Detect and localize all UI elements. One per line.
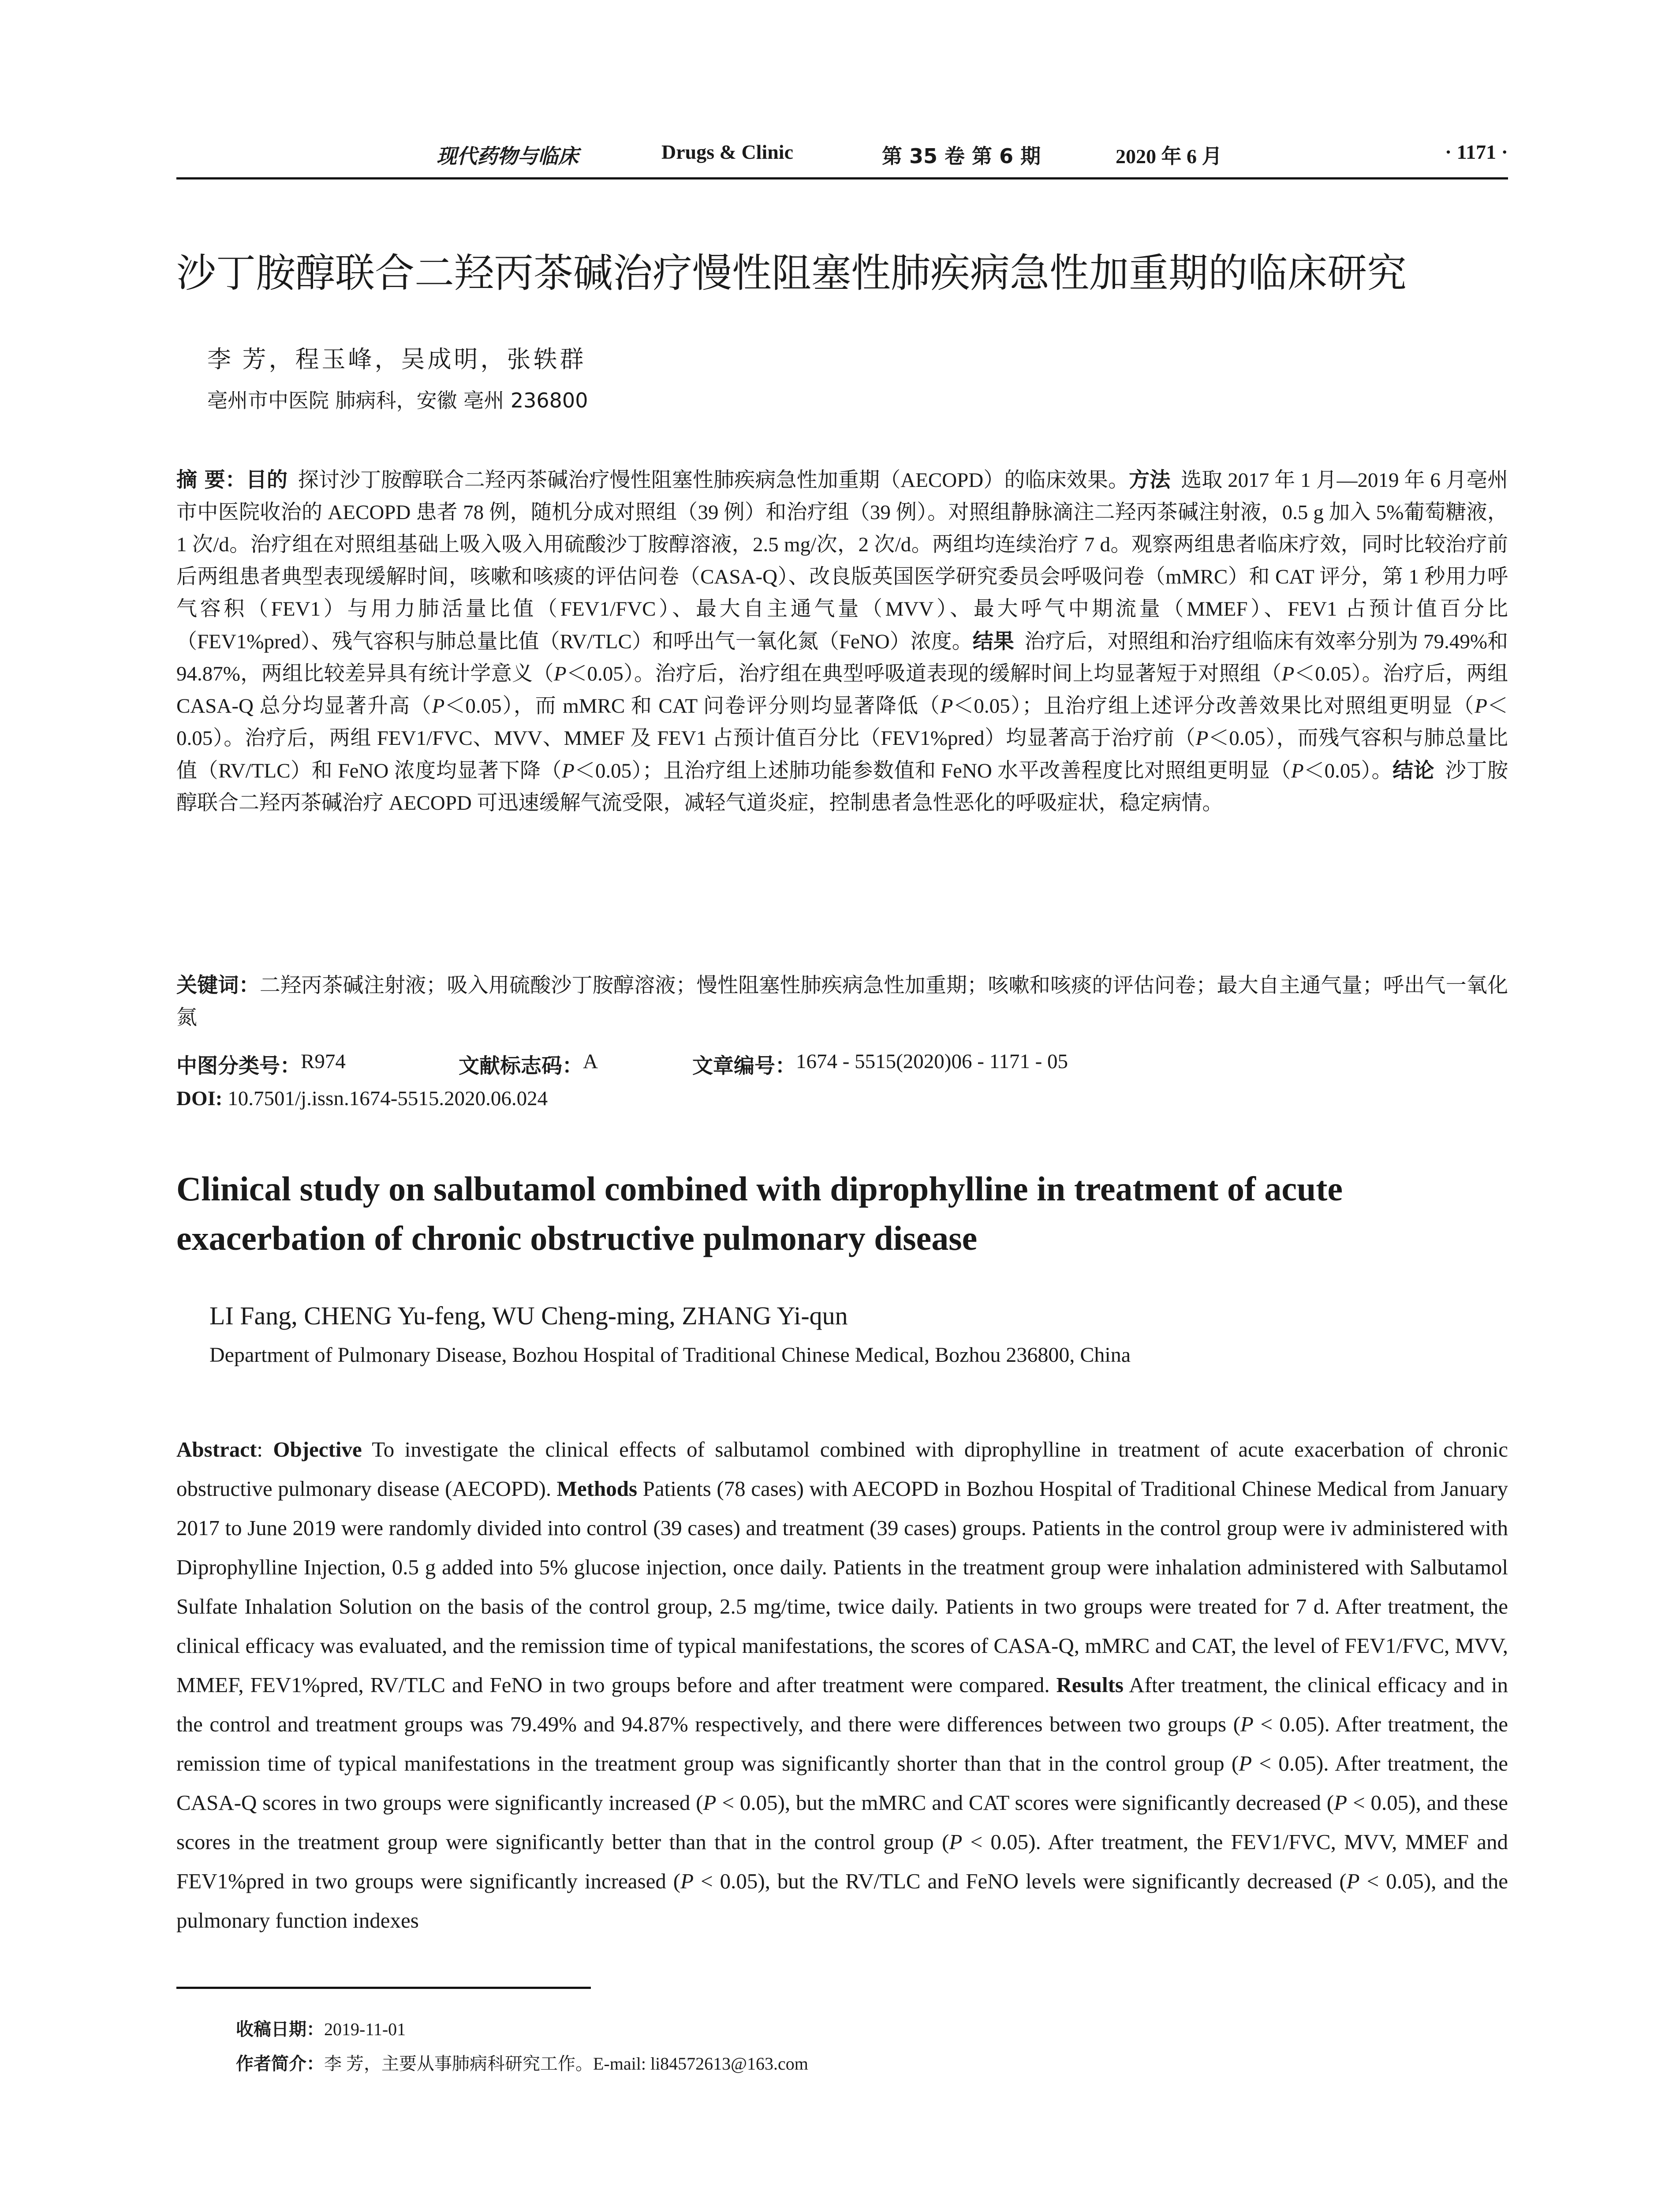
results-text-en: < 0.05), but the RV/TLC and FeNO levels were significantly decreased ( (694, 1869, 1347, 1893)
objective-label-en: Objective (273, 1437, 362, 1461)
p-value: ＜0.05）。 (176, 695, 1508, 750)
p-symbol: P (1239, 1751, 1252, 1775)
keywords-label-cn: 关键词： (176, 973, 260, 998)
results-text-cn: ＜0.05），而残气容积与肺总量比值（RV/TLC）和 FeNO 浓度均显著下降（ (176, 727, 1508, 782)
conclusion-label-cn: 结论 (1393, 759, 1435, 783)
page-number: · 1171 · (1445, 141, 1508, 163)
authors-en: LI Fang, CHENG Yu-feng, WU Cheng-ming, ZHANG Yi-qun (209, 1301, 848, 1330)
footnote-author (236, 2050, 808, 2075)
p-symbol: P (432, 695, 445, 718)
methods-label-cn: 方法 (1129, 468, 1171, 492)
results-text-cn: 治疗后，两组 FEV1/FVC、MVV、MMEF 及 FEV1 占预计值百分比（FEV1%pred）均显著高于治疗前（ (245, 727, 1196, 750)
results-text-en: After treatment, the clinical efficacy and in the control and treatment groups was 79.49% and 94.87% respectively, and there were differences between two groups ( (176, 1673, 1508, 1736)
results-text-cn: ＜0.05）；且治疗组上述评分改善效果比对照组更明显（ (953, 695, 1475, 718)
p-symbol: P (1291, 759, 1304, 782)
abstract-colon: : (257, 1437, 273, 1461)
authors-cn: 李 芳，程玉峰，吴成明，张轶群 (207, 346, 586, 373)
p-symbol: P (949, 1830, 963, 1854)
clc-value: R974 (301, 1050, 346, 1073)
journal-name-en: Drugs & Clinic (661, 141, 793, 163)
title-en: Clinical study on salbutamol combined with diprophylline in treatment of acute exacerbation of chronic obstructive pulmonary disease (176, 1170, 1343, 1257)
p-symbol: P (1346, 1869, 1360, 1893)
author-bio-label: 作者简介： (236, 2054, 324, 2074)
p-value: ＜0.05）。 (1294, 662, 1383, 685)
results-text-en: After treatment, the FEV1/FVC, MVV, MMEF and FEV1%pred in two groups were significantly increased ( (176, 1830, 1508, 1893)
journal-name-cn: 现代药物与临床 (437, 144, 579, 168)
results-text-cn: 治疗后，治疗组在典型呼吸道表现的缓解时间上均显著短于对照组（ (655, 662, 1282, 685)
objective-text-cn: 探讨沙丁胺醇联合二羟丙茶碱治疗慢性阻塞性肺疾病急性加重期（AECOPD）的临床效果。 (298, 469, 1129, 492)
results-text-en: After treatment, the remission time of typical manifestations in the treatment group was significantly shorter than that in the control group ( (176, 1712, 1508, 1775)
received-label: 收稿日期： (236, 2019, 324, 2040)
volume-issue: 第 35 卷 第 6 期 (882, 144, 1041, 168)
doc-code-label: 文献标志码： (459, 1054, 583, 1078)
article-no-value: 1674 - 5515(2020)06 - 1171 - 05 (796, 1050, 1068, 1073)
doc-code-value: A (583, 1050, 598, 1073)
results-text-en: < 0.05), and the pulmonary function indexes (176, 1869, 1508, 1932)
article-no-label: 文章编号： (692, 1054, 796, 1078)
p-value: < 0.05). (1253, 1712, 1336, 1736)
p-symbol: P (562, 759, 575, 782)
clc-label: 中图分类号： (176, 1054, 301, 1078)
methods-label-en: Methods (556, 1476, 638, 1501)
p-symbol: P (553, 662, 567, 685)
abstract-label-cn: 摘 要： (176, 468, 246, 492)
objective-label-cn: 目的 (246, 468, 288, 492)
doi-line (176, 1087, 548, 1110)
footnote-rule (176, 1987, 591, 1989)
affiliation-en: Department of Pulmonary Disease, Bozhou Hospital of Traditional Chinese Medical, Bozhou 236800, China (209, 1343, 1131, 1367)
results-text-en: After treatment, the CASA-Q scores in two groups were significantly increased ( (176, 1751, 1508, 1815)
conclusion-text-cn: 沙丁胺醇联合二羟丙茶碱治疗 AECOPD 可迅速缓解气流受限，减轻气道炎症，控制患者急性恶化的呼吸症状，稳定病情。 (176, 759, 1508, 815)
classification-line (176, 1050, 1508, 1080)
header-rule (176, 177, 1508, 179)
footnote-received (236, 2015, 406, 2041)
keywords-cn (176, 969, 1508, 1034)
results-label-en: Results (1056, 1673, 1124, 1697)
affiliation-cn: 亳州市中医院 肺病科，安徽 亳州 236800 (207, 389, 588, 412)
p-symbol: P (1475, 695, 1488, 718)
p-value: < 0.05). (1252, 1751, 1335, 1775)
abstract-label-en: Abstract (176, 1437, 257, 1461)
results-text-cn: 治疗后，两组 CASA-Q 总分均显著升高（ (176, 662, 1508, 718)
methods-text-cn: 选取 2017 年 1 月—2019 年 6 月亳州市中医院收治的 AECOPD 患者 78 例，随机分成对照组（39 例）和治疗组（39 例）。对照组静脉滴注二羟丙茶碱注射液，0.5 g 加入 5%葡萄糖液，1 次/d。治疗组在对照组基础上吸入吸入用硫酸沙丁胺醇溶液，2.5 mg/次，2 次/d。两组均连续治疗 7 d。观察两组患者临床疗效，同时比较治疗前后两组患者典型表现缓解时间，咳嗽和咳痰的评估问卷（CASA-Q）、改良版英国医学研究委员会呼吸问卷（mMRC）和 CAT 评分，第 1 秒用力呼气容积（FEV1）与用力肺活量比值（FEV1/FVC）、最大自主通气量（MVV）、最大呼气中期流量（MMEF）、FEV1 占预计值百分比（FEV1%pred）、残气容积与肺总量比值（RV/TLC）和呼出气一氧化氮（FeNO）浓度。 (176, 469, 1508, 653)
author-bio-name: 李 芳， (324, 2054, 381, 2074)
p-symbol: P (1334, 1790, 1348, 1815)
p-value: < 0.05). (962, 1830, 1048, 1854)
results-text-cn: 治疗后，对照组和治疗组临床有效率分别为 79.49%和 94.87%，两组比较差异具有统计学意义（ (176, 630, 1508, 685)
results-text-cn: ＜0.05），而 mMRC 和 CAT 问卷评分则均显著降低（ (444, 695, 941, 718)
results-label-cn: 结果 (972, 629, 1014, 654)
keywords-text-cn: 二羟丙茶碱注射液；吸入用硫酸沙丁胺醇溶液；慢性阻塞性肺疾病急性加重期；咳嗽和咳痰的评估问卷；最大自主通气量；呼出气一氧化氮 (176, 974, 1508, 1029)
title-cn: 沙丁胺醇联合二羟丙茶碱治疗慢性阻塞性肺疾病急性加重期的临床研究 (176, 250, 1407, 296)
p-symbol: P (1195, 727, 1209, 750)
doi-label: DOI: (176, 1087, 223, 1110)
doi-link[interactable]: 10.7501/j.issn.1674-5515.2020.06.024 (222, 1087, 548, 1110)
p-symbol: P (1281, 662, 1295, 685)
p-value: ＜0.05）。 (566, 662, 655, 685)
issue-date: 2020 年 6 月 (1116, 145, 1222, 168)
results-text-en: < 0.05), but the mMRC and CAT scores were significantly decreased ( (716, 1790, 1334, 1815)
p-symbol: P (1240, 1712, 1254, 1736)
p-symbol: P (703, 1790, 717, 1815)
objective-text-en: To investigate the clinical effects of salbutamol combined with diprophylline in treatment of acute exacerbation of chronic obstructive pulmonary disease (AECOPD). (176, 1437, 1508, 1501)
abstract-cn (176, 464, 1508, 819)
abstract-en (176, 1430, 1508, 1940)
methods-text-en: Patients (78 cases) with AECOPD in Bozhou Hospital of Traditional Chinese Medical from January 2017 to June 2019 were randomly divided into control (39 cases) and treatment (39 cases) groups. Patients in the control group were iv administered with Diprophylline Injection, 0.5 g added into 5% glucose injection, once daily. Patients in the treatment group were inhalation administered with Salbutamol Sulfate Inhalation Solution on the basis of the control group, 2.5 mg/time, twice daily. Patients in two groups were treated for 7 d. After treatment, the clinical efficacy was evaluated, and the remission time of typical manifestations, the scores of CASA-Q, mMRC and CAT, the level of FEV1/FVC, MVV, MMEF, FEV1%pred, RV/TLC and FeNO in two groups before and after treatment were compared. (176, 1476, 1508, 1697)
running-header (176, 140, 1508, 176)
p-symbol: P (940, 695, 953, 718)
results-text-cn: ＜0.05）；且治疗组上述肺功能参数值和 FeNO 水平改善程度比对照组更明显（ (574, 759, 1291, 782)
author-bio-text: 主要从事肺病科研究工作。E-mail: li84572613@163.com (381, 2054, 808, 2074)
results-text-en: < 0.05), and these scores in the treatment group were significantly better than that in the control group ( (176, 1790, 1508, 1854)
received-date: 2019-11-01 (324, 2019, 406, 2039)
p-value: ＜0.05）。 (1303, 759, 1393, 782)
p-symbol: P (680, 1869, 694, 1893)
